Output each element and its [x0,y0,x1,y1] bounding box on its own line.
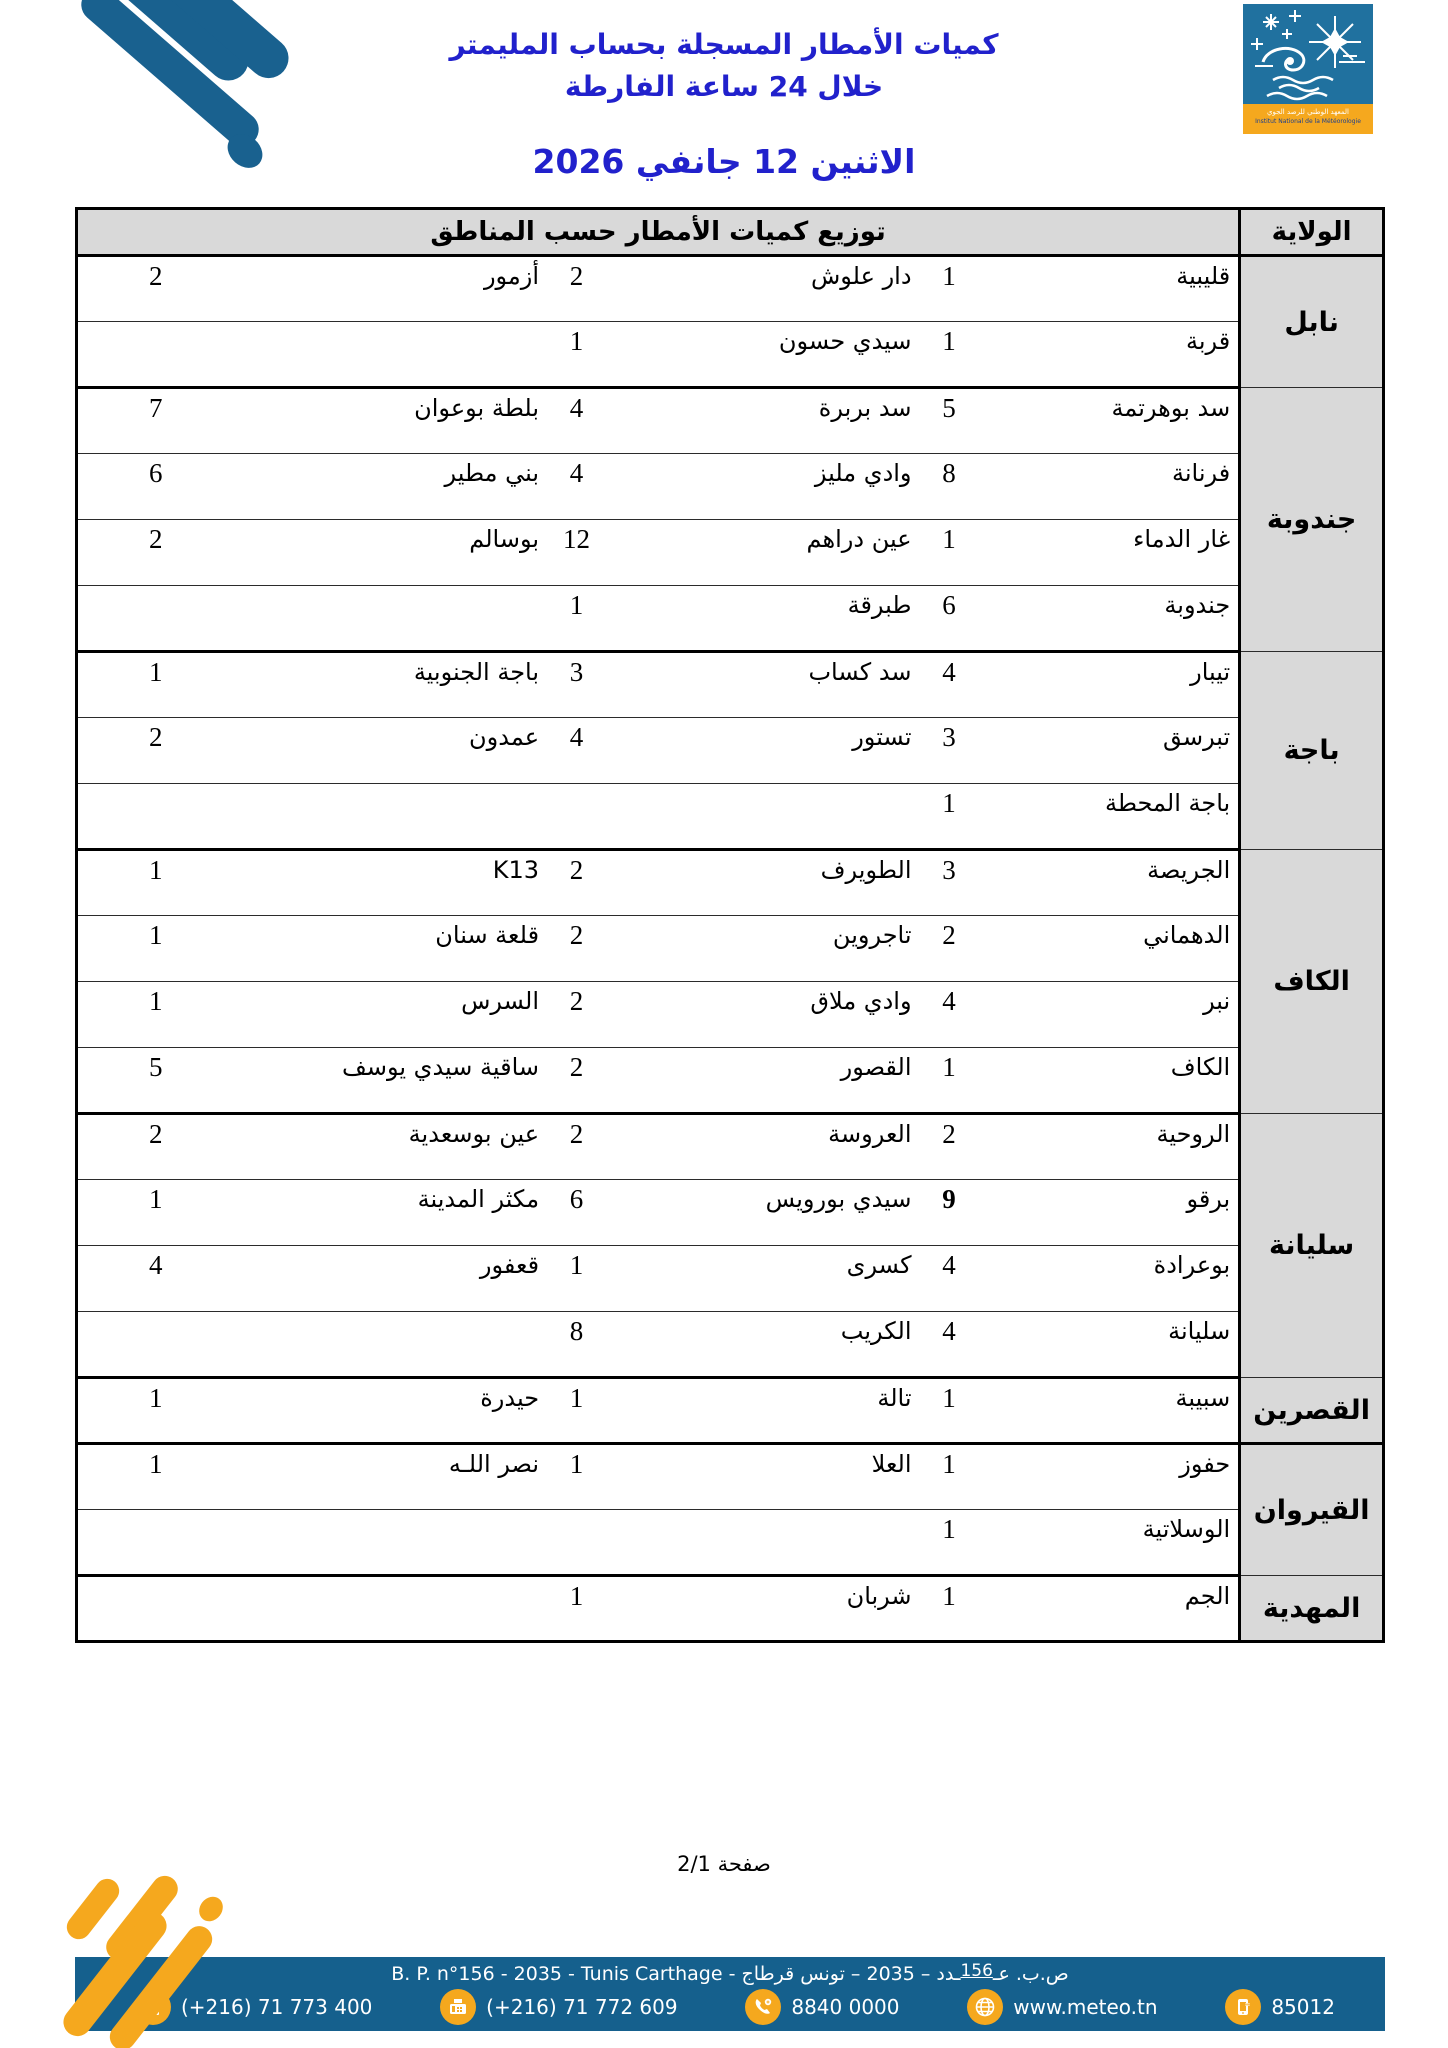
table-row [77,520,1384,586]
station-name: قربة [978,322,1239,388]
rain-value: 1 [547,1444,606,1510]
rain-value: 4 [920,1312,979,1378]
station-name: طبرقة [606,586,920,652]
table-row [77,850,1384,916]
footer-band [75,1957,1385,2031]
station-name: بوسالم [233,520,547,586]
fax-icon [440,1989,476,2025]
inm-emblem-art [1243,4,1373,104]
station-name: وادي ملاق [606,982,920,1048]
station-name: بلطة بوعوان [233,388,547,454]
station-name [233,784,547,850]
station-name: وادي مليز [606,454,920,520]
governorate-cell: القصرين [1240,1378,1384,1444]
station-name: عين بوسعدية [233,1114,547,1180]
rain-value: 2 [547,982,606,1048]
contact-value: (+216) 71 772 609 [486,1995,678,2019]
table-row [77,652,1384,718]
footer-contacts [135,1989,1375,2025]
station-name: القصور [606,1048,920,1114]
station-name: شربان [606,1576,920,1642]
table-header-row [77,209,1384,256]
rain-value: 1 [920,1444,979,1510]
station-name: الجم [978,1576,1239,1642]
governorate-cell: الكاف [1240,850,1384,1114]
rain-value: 2 [77,718,234,784]
governorate-cell: المهدية [1240,1576,1384,1642]
station-name: نصر اللـه [233,1444,547,1510]
rain-value: 2 [77,1114,234,1180]
station-name: سليانة [978,1312,1239,1378]
rain-value [77,784,234,850]
station-name: باجة المحطة [978,784,1239,850]
table-row [77,586,1384,652]
rain-value: 1 [920,1576,979,1642]
station-name [233,1510,547,1576]
rain-value [77,1576,234,1642]
station-name: الطويرف [606,850,920,916]
rain-value: 2 [77,256,234,322]
rain-value: 1 [920,322,979,388]
station-name: الروحية [978,1114,1239,1180]
rain-value: 2 [547,1048,606,1114]
station-name: سبيبة [978,1378,1239,1444]
station-name: تالة [606,1378,920,1444]
station-name [233,322,547,388]
station-name: قليبية [978,256,1239,322]
station-name: الدهماني [978,916,1239,982]
table-row [77,322,1384,388]
station-name: الكريب [606,1312,920,1378]
rain-value: 6 [920,586,979,652]
rain-value: 1 [77,916,234,982]
rain-value [77,322,234,388]
address-box-number: 156 [960,1961,993,1981]
station-name: قعفور [233,1246,547,1312]
station-name [233,586,547,652]
rain-table-body [77,256,1384,1642]
contact-value: 8840 0000 [791,1995,900,2019]
rain-value: 2 [920,1114,979,1180]
station-name: أزمور [233,256,547,322]
station-name: تاجروين [606,916,920,982]
address-latin: B. P. n°156 - 2035 - Tunis Carthage [391,1963,723,1985]
rain-value: 3 [920,718,979,784]
rain-value: 1 [920,256,979,322]
rain-value: 7 [77,388,234,454]
station-name: سد كساب [606,652,920,718]
table-row [77,1576,1384,1642]
station-name [606,1510,920,1576]
station-name: تستور [606,718,920,784]
rain-value: 1 [920,1048,979,1114]
station-name: الكاف [978,1048,1239,1114]
station-name: غار الدماء [978,520,1239,586]
governorate-cell: نابل [1240,256,1384,388]
contact-item [967,1989,1157,2025]
table-row [77,1312,1384,1378]
station-name: دار علوش [606,256,920,322]
handset-icon [745,1989,781,2025]
rain-value: 1 [547,1246,606,1312]
title-line2: خلال 24 ساعة الفارطة [564,70,884,103]
rain-value: 1 [920,1378,979,1444]
rain-value: 5 [920,388,979,454]
rain-value [547,1510,606,1576]
table-row [77,1180,1384,1246]
table-row [77,454,1384,520]
contact-value: www.meteo.tn [1013,1995,1158,2019]
contact-item [440,1989,677,2025]
page-number: صفحة 2/1 [677,1852,771,1876]
address-arabic-pre: ص.ب. عـ [992,1963,1069,1985]
rain-value: 3 [920,850,979,916]
rain-value: 2 [547,916,606,982]
globe-icon [967,1989,1003,2025]
footer-stripe-dot [194,1892,227,1926]
table-row [77,784,1384,850]
station-name: قلعة سنان [233,916,547,982]
station-name: الجريصة [978,850,1239,916]
contact-item [745,1989,899,2025]
rain-value: 1 [77,1444,234,1510]
table-row [77,1114,1384,1180]
mobile-icon [1225,1989,1261,2025]
station-name: K13 [233,850,547,916]
rain-value: 9 [920,1180,979,1246]
table-main-header: توزيع كميات الأمطار حسب المناطق [77,209,1240,256]
rain-value: 8 [920,454,979,520]
rain-value: 4 [920,1246,979,1312]
rain-table-wrap [75,207,1385,1643]
table-row [77,1444,1384,1510]
title-line1: كميات الأمطار المسجلة بحساب المليمتر [449,28,999,61]
rain-value: 4 [77,1246,234,1312]
rain-value: 1 [77,982,234,1048]
station-name: الوسلاتية [978,1510,1239,1576]
rain-value: 2 [920,916,979,982]
station-name: عمدون [233,718,547,784]
rain-value: 1 [547,322,606,388]
station-name: سيدي بورويس [606,1180,920,1246]
governorate-cell: القيروان [1240,1444,1384,1576]
station-name [606,784,920,850]
rain-value: 4 [547,454,606,520]
station-name: كسرى [606,1246,920,1312]
rain-value: 1 [77,1378,234,1444]
table-row [77,718,1384,784]
table-row [77,388,1384,454]
table-row [77,916,1384,982]
station-name: سد بوهرتمة [978,388,1239,454]
rain-value: 4 [920,652,979,718]
station-name: ساقية سيدي يوسف [233,1048,547,1114]
rain-value: 1 [920,784,979,850]
table-row [77,1510,1384,1576]
rain-value: 2 [77,520,234,586]
table-row [77,256,1384,322]
footer-address [75,1963,1385,1985]
rain-value [77,586,234,652]
station-name: نبر [978,982,1239,1048]
rain-value: 1 [77,850,234,916]
rain-value: 2 [547,256,606,322]
station-name: بني مطير [233,454,547,520]
rain-value: 2 [547,1114,606,1180]
station-name: العروسة [606,1114,920,1180]
rain-value [77,1510,234,1576]
station-name: جندوبة [978,586,1239,652]
inm-name-arabic: المعهد الوطني للرصد الجوي [1267,108,1349,116]
rain-value: 4 [547,718,606,784]
rain-value: 1 [547,586,606,652]
rain-value: 1 [920,1510,979,1576]
governorate-column-header: الولاية [1240,209,1384,256]
station-name: عين دراهم [606,520,920,586]
governorate-cell: سليانة [1240,1114,1384,1378]
governorate-cell: باجة [1240,652,1384,850]
rain-table [75,207,1385,1643]
rain-value: 6 [77,454,234,520]
inm-emblem [1243,4,1373,134]
station-name: سد بربرة [606,388,920,454]
inm-name-french: Institut National de la Météorologie [1255,117,1361,125]
station-name [233,1312,547,1378]
contact-value: 85012 [1271,1995,1335,2019]
rain-value: 3 [547,652,606,718]
station-name: برقو [978,1180,1239,1246]
station-name: تيبار [978,652,1239,718]
station-name: العلا [606,1444,920,1510]
rain-value: 5 [77,1048,234,1114]
station-name: مكثر المدينة [233,1180,547,1246]
rain-value: 1 [77,652,234,718]
table-row [77,1378,1384,1444]
rain-value: 2 [547,850,606,916]
station-name: السرس [233,982,547,1048]
report-title [0,24,1448,108]
station-name: سيدي حسون [606,322,920,388]
rain-value: 1 [547,1378,606,1444]
rain-value: 1 [920,520,979,586]
rain-value: 4 [920,982,979,1048]
table-row [77,1246,1384,1312]
rain-value [547,784,606,850]
station-name [233,1576,547,1642]
table-row [77,1048,1384,1114]
report-date: الاثنين 12 جانفي 2026 [532,142,916,181]
rain-value [77,1312,234,1378]
station-name: حفوز [978,1444,1239,1510]
contact-item [1225,1989,1335,2025]
station-name: باجة الجنوبية [233,652,547,718]
inm-emblem-band [1243,104,1373,134]
rain-value: 1 [547,1576,606,1642]
station-name: تبرسق [978,718,1239,784]
governorate-cell: جندوبة [1240,388,1384,652]
rain-value: 1 [77,1180,234,1246]
address-arabic-post: ـدد – 2035 – تونس قرطاج - [722,1963,961,1985]
station-name: بوعرادة [978,1246,1239,1312]
contact-value: (+216) 71 773 400 [181,1995,373,2019]
station-name: حيدرة [233,1378,547,1444]
table-row [77,982,1384,1048]
rain-value: 8 [547,1312,606,1378]
rain-value: 6 [547,1180,606,1246]
rain-value: 12 [547,520,606,586]
rain-value: 4 [547,388,606,454]
station-name: فرنانة [978,454,1239,520]
